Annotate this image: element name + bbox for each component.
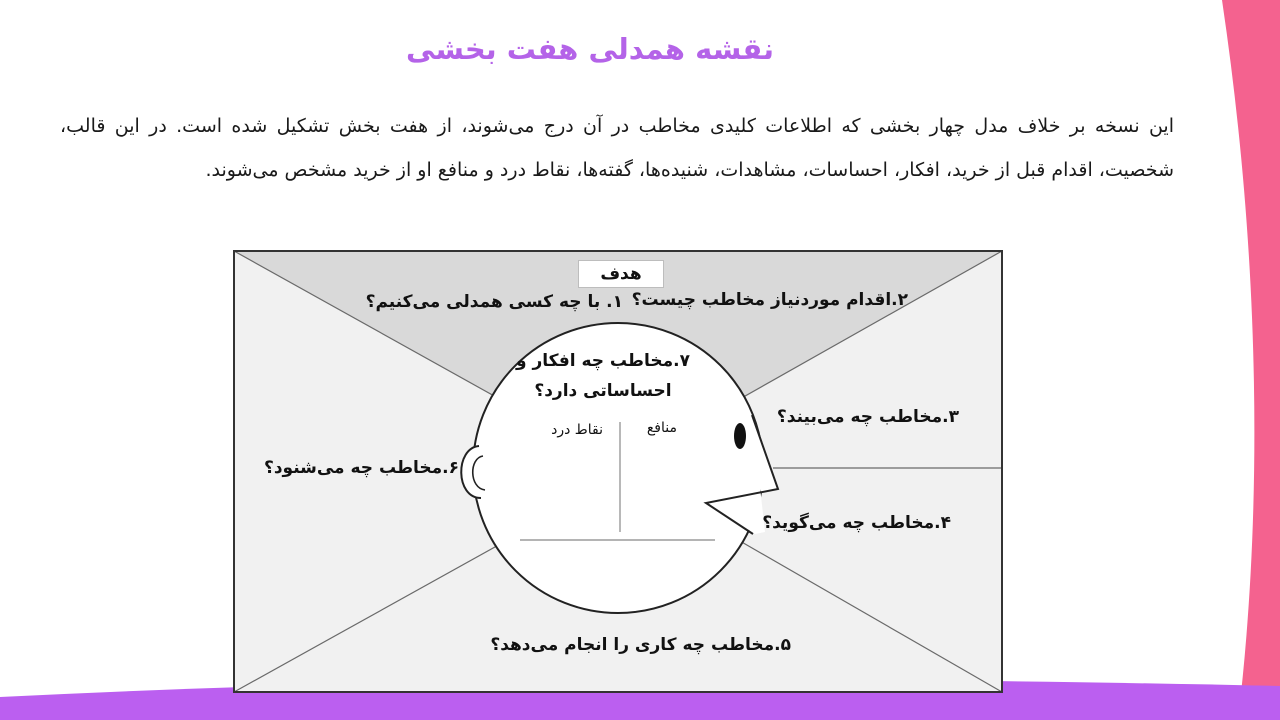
label-hears: ۶.مخاطب چه می‌شنود؟ xyxy=(263,458,459,478)
label-sees: ۳.مخاطب چه می‌بیند؟ xyxy=(776,407,959,427)
goal-label: هدف xyxy=(578,260,664,288)
label-says: ۴.مخاطب چه می‌گوید؟ xyxy=(762,513,951,533)
label-gains: منافع xyxy=(646,420,677,436)
label-thoughts-feelings: ۷.مخاطب چه افکار و احساساتی دارد؟ xyxy=(516,351,690,401)
label-pains: نقاط درد xyxy=(551,422,603,438)
label-who: ۱. با چه کسی همدلی می‌کنیم؟ xyxy=(365,292,623,312)
eye xyxy=(734,423,746,449)
slide-title: نقشه همدلی هفت بخشی xyxy=(406,32,774,66)
label-required-action: ۲.اقدام موردنیاز مخاطب چیست؟ xyxy=(631,290,908,310)
slide-body-text: این نسخه بر خلاف مدل چهار بخشی که اطلاعات کلیدی مخاطب در آن درج می‌شوند، از هفت بخش تشکیل شده است. در این قالب، شخصیت، اقدام قبل از خرید، افکار، احساسات، مشاهدات، شنیده‌ها، گفته‌ها، نقاط درد و منافع او از خرید مشخص می‌شوند. xyxy=(60,115,1174,181)
pink-side-band xyxy=(1222,0,1280,720)
label-does: ۵.مخاطب چه کاری را انجام می‌دهد؟ xyxy=(490,635,791,655)
empathy-map xyxy=(233,250,1003,693)
